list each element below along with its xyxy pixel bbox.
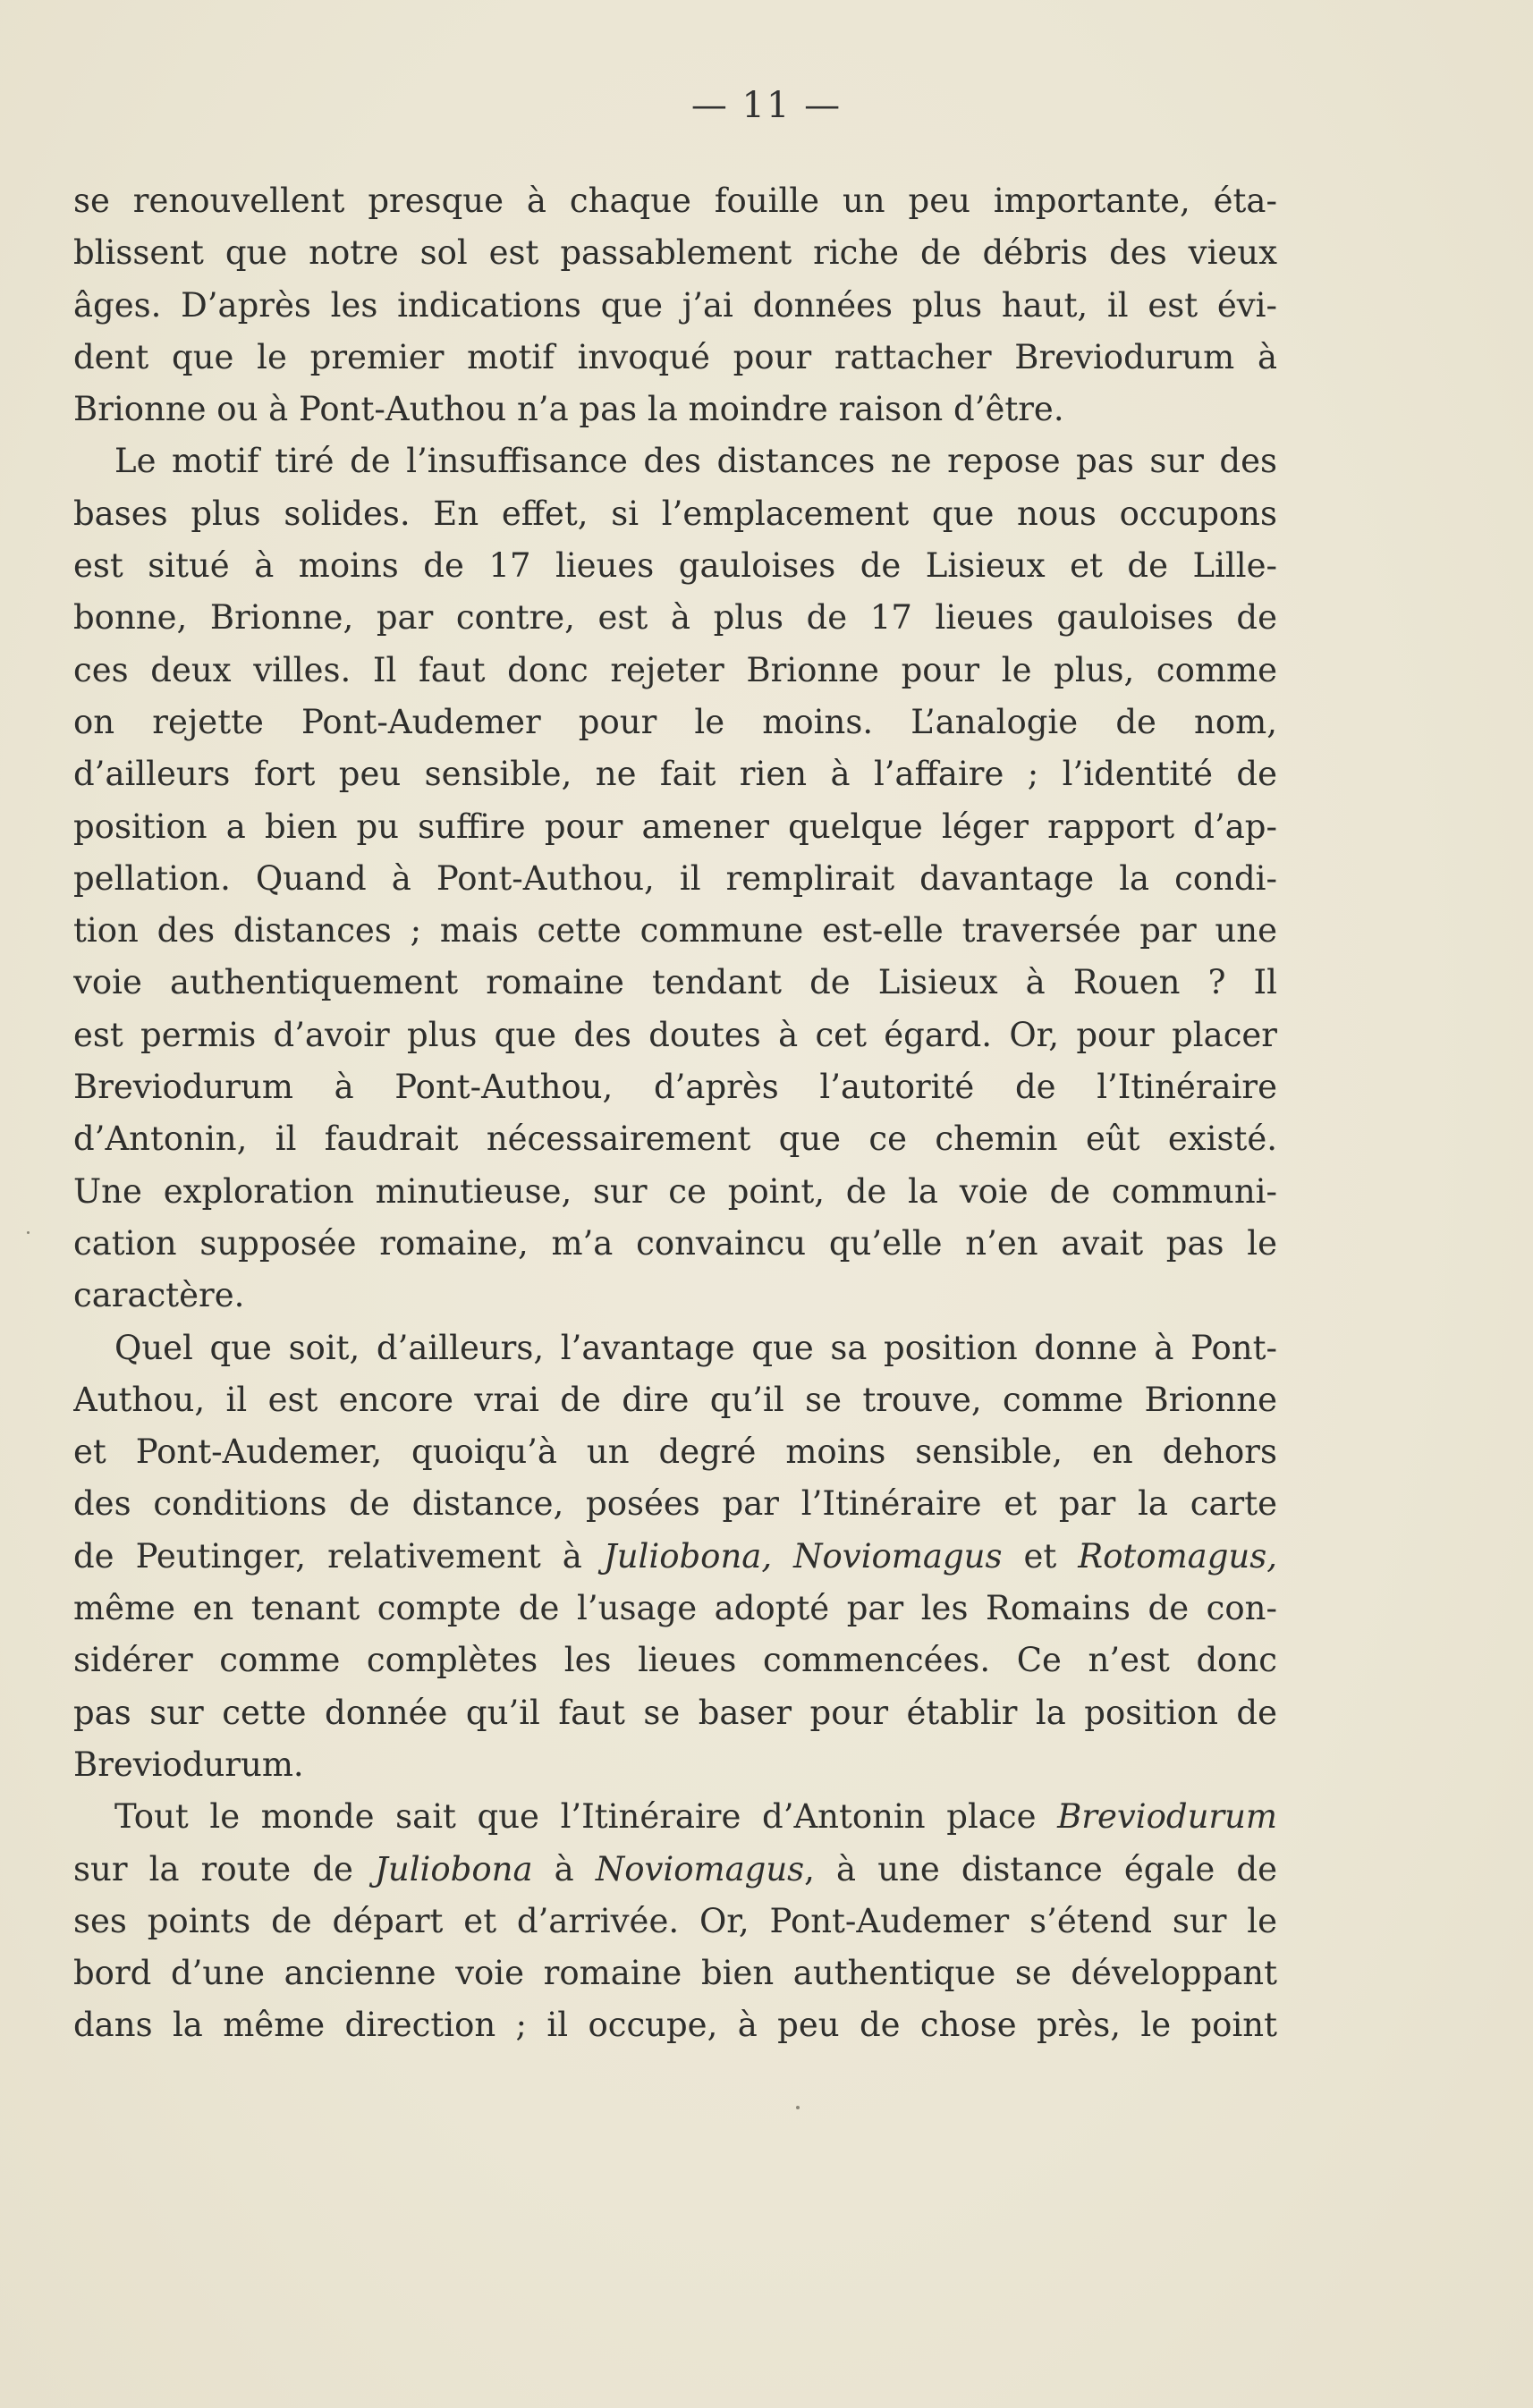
text-line: Le motif tiré de l’insuffisance des distances ne repose pas sur des bbox=[114, 442, 1277, 481]
text-line: pellation. Quand à Pont-Authou, il remplirait davantage la condi- bbox=[73, 858, 1277, 898]
body-text bbox=[73, 175, 1277, 2052]
text-line: blissent que notre sol est passablement riche de débris des vieux bbox=[73, 233, 1277, 273]
text-line: position a bien pu suffire pour amener quelque léger rapport d’ap- bbox=[73, 807, 1277, 846]
text-line: pas sur cette donnée qu’il faut se baser pour établir la position de bbox=[73, 1693, 1277, 1732]
paper-speck bbox=[27, 1231, 30, 1234]
text-line: bord d’une ancienne voie romaine bien authentique se développant bbox=[73, 1954, 1277, 1993]
text-line: Breviodurum. bbox=[73, 1745, 304, 1784]
text-run: Tout le monde sait que l’Itinéraire d’Antonin place bbox=[114, 1797, 1058, 1837]
text-line: bonne, Brionne, par contre, est à plus de 17 lieues gauloises de bbox=[73, 598, 1277, 638]
text-line: dans la même direction ; il occupe, à peu de chose près, le point bbox=[73, 2006, 1277, 2045]
page-number: — 11 — bbox=[690, 85, 843, 126]
text-run: , à une distance égale de bbox=[804, 1849, 1277, 1888]
text-line: sidérer comme complètes les lieues commencées. Ce n’est donc bbox=[73, 1641, 1277, 1680]
paper-speck bbox=[796, 2106, 800, 2109]
text-line: Authou, il est encore vrai de dire qu’il se trouve, comme Brionne bbox=[73, 1380, 1277, 1419]
text-line: est situé à moins de 17 lieues gauloises de Lisieux et de Lille- bbox=[73, 546, 1277, 586]
text-run: sur la route de bbox=[73, 1849, 376, 1888]
text-line: tion des distances ; mais cette commune est-elle traversée par une bbox=[73, 911, 1277, 951]
text-line: âges. D’après les indications que j’ai données plus haut, il est évi- bbox=[73, 285, 1277, 325]
text-line: se renouvellent presque à chaque fouille un peu importante, éta- bbox=[73, 182, 1277, 220]
italic-run: Juliobona, Noviomagus bbox=[603, 1536, 1003, 1576]
text-line: même en tenant compte de l’usage adopté par les Romains de con- bbox=[73, 1589, 1277, 1628]
text-line: et Pont-Audemer, quoiqu’à un degré moins sensible, en dehors bbox=[73, 1432, 1277, 1472]
text-line: Quel que soit, d’ailleurs, l’avantage que sa position donne à Pont- bbox=[114, 1328, 1277, 1367]
text-line bbox=[73, 1844, 1277, 1896]
text-line: Breviodurum à Pont-Authou, d’après l’autorité de l’Itinéraire bbox=[73, 1068, 1277, 1107]
italic-run: Rotomagus, bbox=[1078, 1536, 1277, 1576]
text-line: ses points de départ et d’arrivée. Or, Pont-Audemer s’étend sur le bbox=[73, 1901, 1277, 1940]
italic-run: Noviomagus bbox=[595, 1849, 805, 1888]
italic-run: Juliobona bbox=[375, 1849, 533, 1888]
text-line: d’Antonin, il faudrait nécessairement que ce chemin eût existé. bbox=[73, 1120, 1277, 1159]
text-line: d’ailleurs fort peu sensible, ne fait rien à l’affaire ; l’identité de bbox=[73, 755, 1277, 794]
text-line: on rejette Pont-Audemer pour le moins. L’analogie de nom, bbox=[73, 702, 1277, 741]
text-line: cation supposée romaine, m’a convaincu qu’elle n’en avait pas le bbox=[73, 1223, 1277, 1263]
italic-run: Breviodurum bbox=[1057, 1797, 1277, 1837]
text-line: Une exploration minutieuse, sur ce point, de la voie de communi- bbox=[73, 1171, 1277, 1211]
text-run: et bbox=[1002, 1536, 1079, 1576]
text-run: de Peutinger, relativement à bbox=[73, 1536, 604, 1576]
text-line: des conditions de distance, posées par l’Itinéraire et par la carte bbox=[73, 1484, 1277, 1524]
text-run: à bbox=[532, 1849, 596, 1888]
text-line: ces deux villes. Il faut donc rejeter Brionne pour le plus, comme bbox=[73, 650, 1277, 689]
text-line: dent que le premier motif invoqué pour rattacher Breviodurum à bbox=[73, 337, 1277, 376]
text-line: caractère. bbox=[73, 1276, 245, 1315]
text-line: bases plus solides. En effet, si l’emplacement que nous occupons bbox=[73, 494, 1277, 533]
text-line bbox=[73, 1531, 1277, 1583]
text-line: est permis d’avoir plus que des doutes à cet égard. Or, pour placer bbox=[73, 1015, 1277, 1054]
text-line: Brionne ou à Pont-Authou n’a pas la moindre raison d’être. bbox=[73, 390, 1064, 429]
text-line: voie authentiquement romaine tendant de Lisieux à Rouen ? Il bbox=[73, 963, 1277, 1002]
text-line bbox=[73, 1791, 1277, 1843]
